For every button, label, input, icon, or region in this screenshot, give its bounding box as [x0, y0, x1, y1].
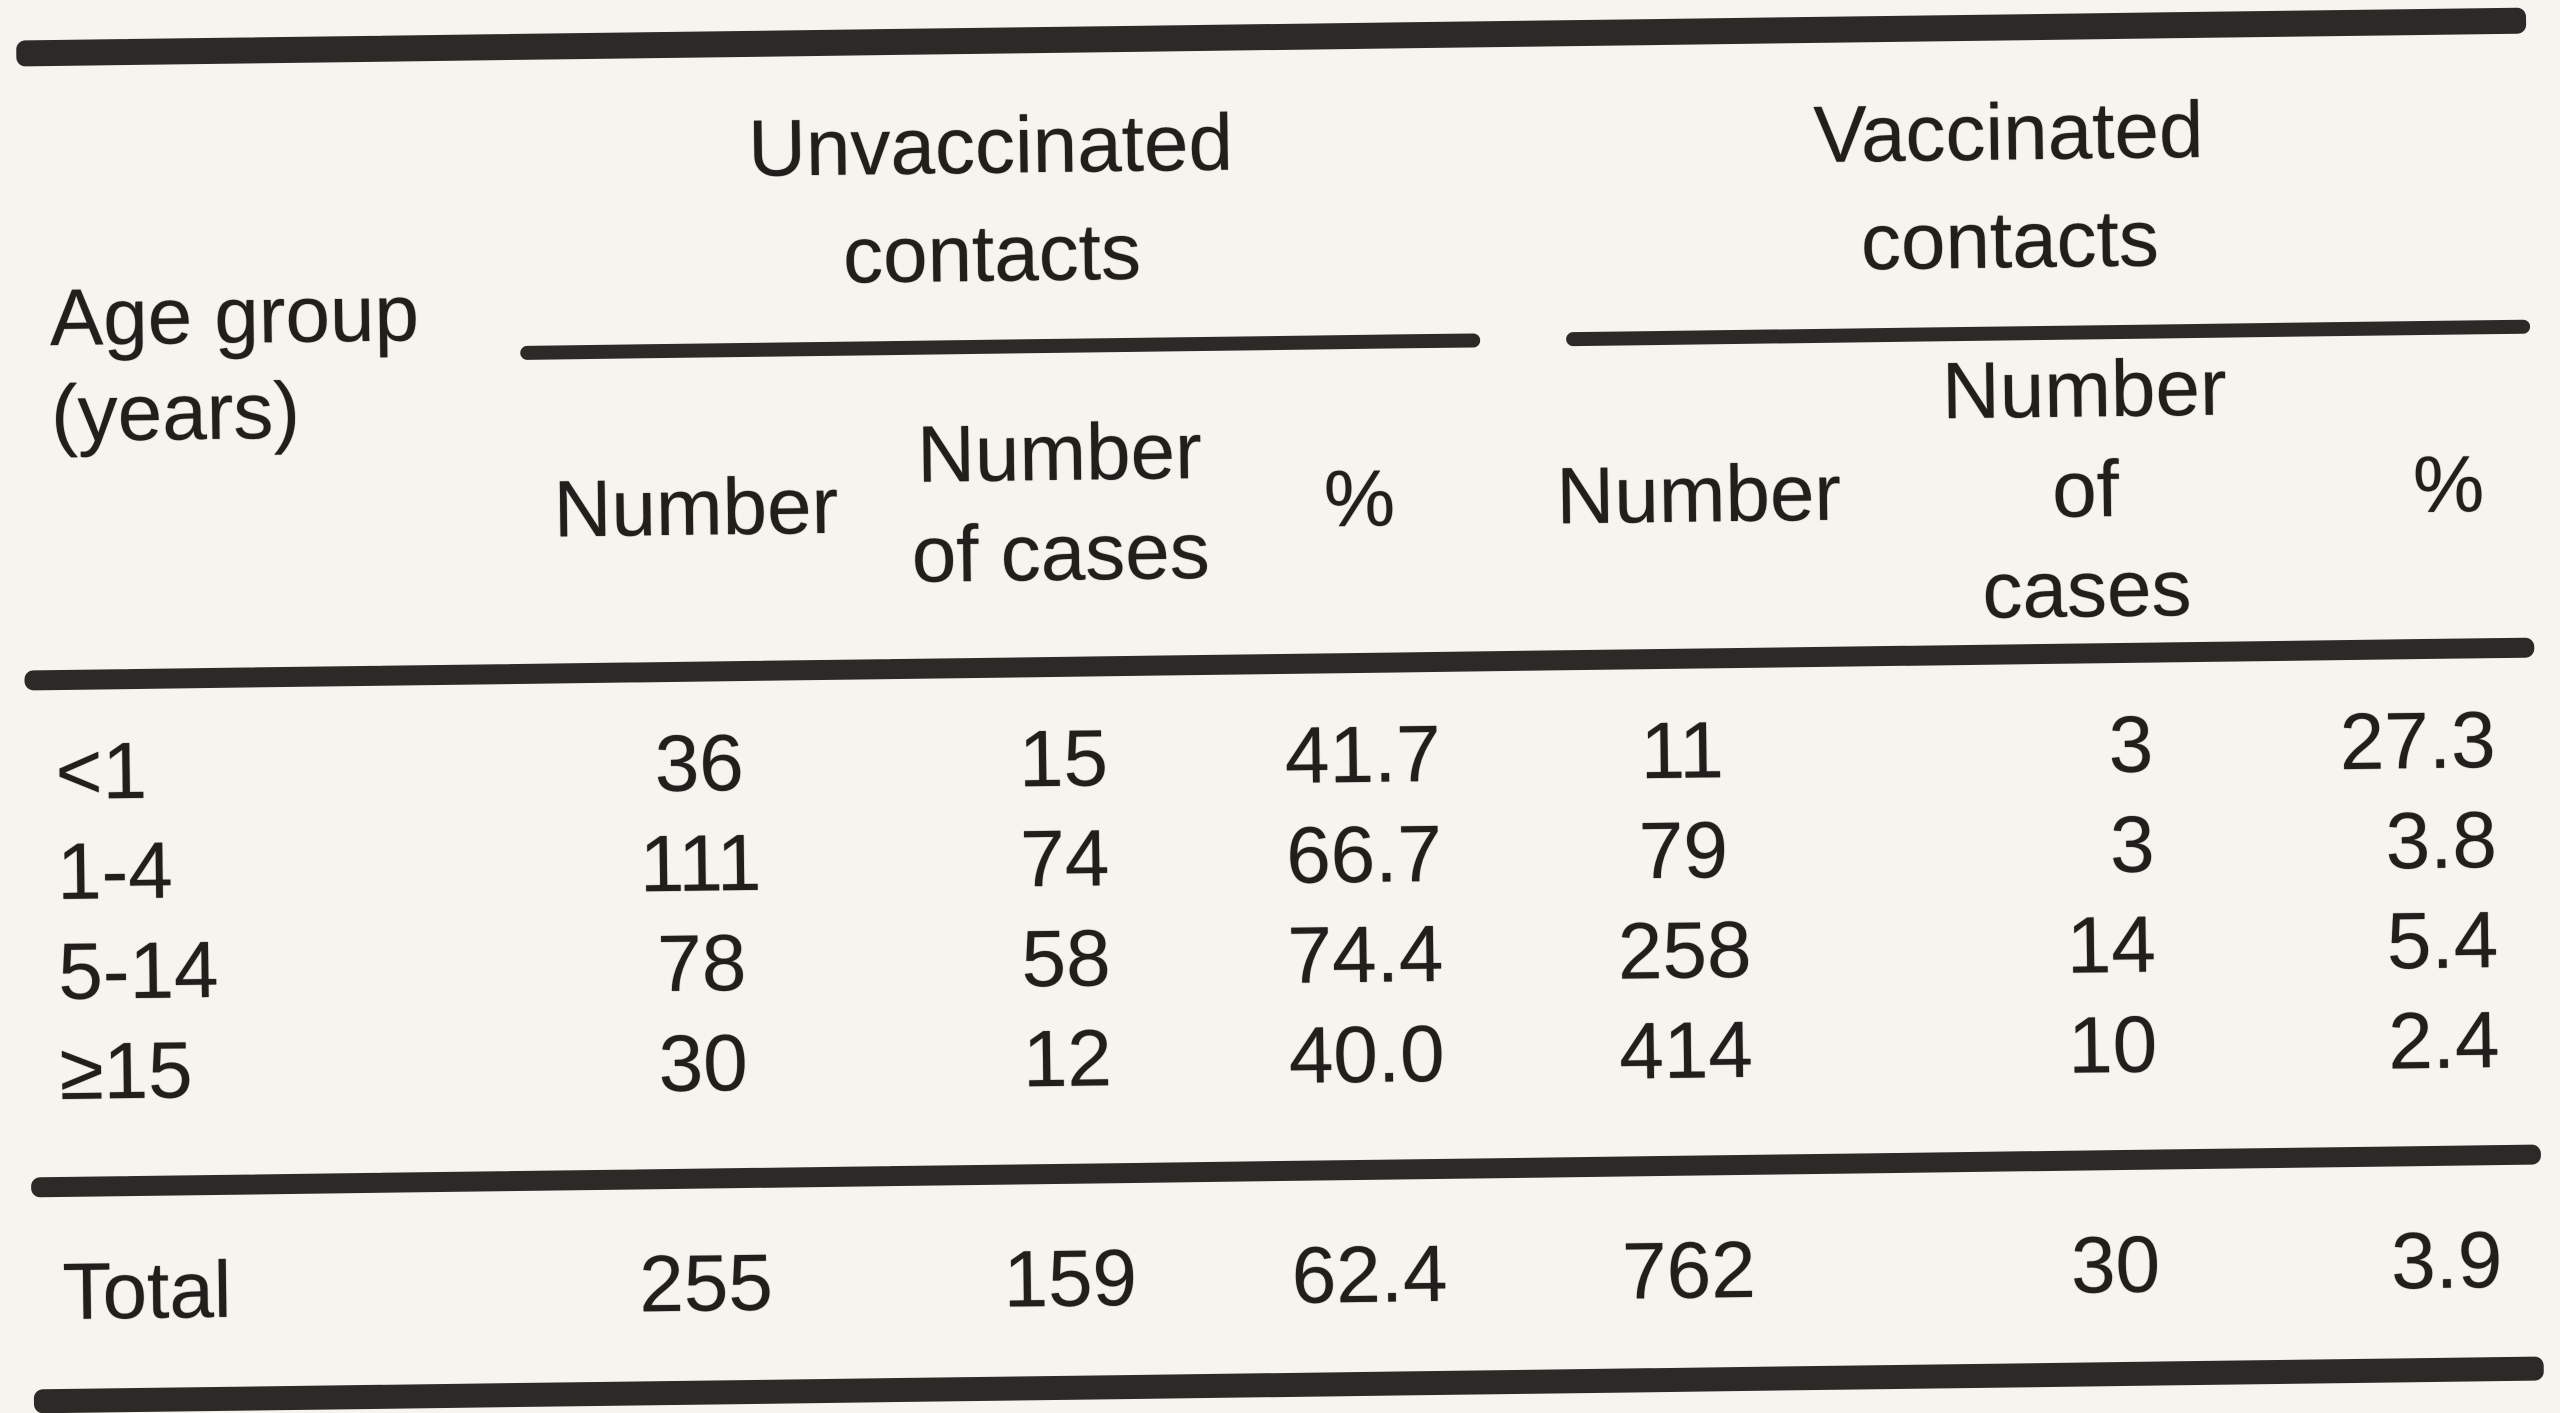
- vaccinated-number-cell: 11: [1639, 705, 1725, 796]
- unvaccinated-cases-cell: 74: [1019, 813, 1110, 904]
- vaccinated-cases-header: [1861, 338, 2229, 643]
- total-vaccinated-number-cell: 762: [1621, 1224, 1757, 1316]
- vaccinated-number-cell: 79: [1638, 805, 1729, 896]
- unvaccinated-cases-header-line2: of cases: [911, 505, 1211, 599]
- vaccinated-contacts-group-header: [1488, 34, 2530, 348]
- unvaccinated-number-header: [494, 355, 897, 660]
- total-unvaccinated-percent-cell: 62.4: [1291, 1228, 1448, 1320]
- unvaccinated-number-cell: 36: [654, 718, 745, 809]
- vaccinated-percent-header-text: %: [2412, 439, 2485, 530]
- total-vaccinated-percent-cell: 3.9: [2390, 1215, 2503, 1306]
- unvaccinated-cases-cell: 15: [1018, 713, 1109, 804]
- unvaccinated-cases-cell: 58: [1020, 913, 1112, 1004]
- vaccinated-cases-cell: 3: [2109, 799, 2156, 890]
- unvaccinated-contacts-label-line2: contacts: [842, 206, 1142, 300]
- unvaccinated-percent-cell: 41.7: [1284, 708, 1442, 800]
- unvaccinated-number-cell: 78: [656, 918, 747, 1009]
- age-group-cell: 1-4: [56, 825, 174, 917]
- unvaccinated-percent-header: [1223, 347, 1496, 651]
- unvaccinated-contacts-group-header: [490, 47, 1492, 360]
- age-group-cell: ≥15: [59, 1025, 194, 1117]
- vaccinated-contacts-label-line1: Vaccinated: [1812, 84, 2204, 179]
- vaccinated-number-cell: 414: [1618, 1004, 1754, 1096]
- age-group-header-line2: (years): [50, 365, 301, 459]
- vaccinated-percent-cell: 2.4: [2387, 995, 2500, 1086]
- age-group-header-line1: Age group: [49, 268, 420, 363]
- unvaccinated-cases-cell: 12: [1022, 1013, 1113, 1104]
- age-group-stub-header: [16, 60, 498, 666]
- vaccinated-percent-header: [2226, 334, 2534, 638]
- total-unvaccinated-cases-cell: 159: [1002, 1232, 1138, 1324]
- vaccinated-percent-cell: 27.3: [2339, 695, 2497, 787]
- unvaccinated-percent-cell: 66.7: [1285, 808, 1443, 900]
- attack-rate-table: [16, 8, 2544, 1413]
- vaccinated-cases-cell: 10: [2067, 999, 2158, 1090]
- vaccinated-percent-cell: 3.8: [2385, 795, 2498, 886]
- vaccinated-number-cell: 258: [1617, 904, 1752, 996]
- unvaccinated-contacts-label-line1: Unvaccinated: [747, 97, 1234, 193]
- unvaccinated-percent-cell: 74.4: [1286, 908, 1444, 1000]
- vaccinated-contacts-label-line2: contacts: [1860, 193, 2160, 287]
- unvaccinated-cases-header: [893, 351, 1226, 655]
- total-vaccinated-cases-cell: 30: [2070, 1219, 2161, 1310]
- unvaccinated-percent-cell: 40.0: [1288, 1008, 1446, 1100]
- total-unvaccinated-number-cell: 255: [638, 1237, 774, 1329]
- vaccinated-contacts-label: [1489, 72, 2530, 302]
- unvaccinated-number-header-text: Number: [553, 460, 839, 554]
- vaccinated-cases-cell: 3: [2108, 699, 2154, 790]
- unvaccinated-number-cell: 30: [658, 1018, 749, 1109]
- unvaccinated-cases-header-line1: Number: [916, 406, 1203, 499]
- age-group-cell: <1: [55, 725, 148, 817]
- vaccinated-number-header: [1492, 342, 1865, 647]
- age-group-cell: 5-14: [57, 924, 220, 1017]
- unvaccinated-number-cell: 111: [639, 817, 762, 909]
- total-label-cell: Total: [61, 1244, 233, 1336]
- scanned-table-sheet: [16, 8, 2544, 1413]
- vaccinated-cases-cell: 14: [2066, 899, 2157, 990]
- vaccinated-percent-cell: 5.4: [2386, 895, 2499, 986]
- vaccinated-cases-header-line1: Number: [1941, 342, 2228, 436]
- vaccinated-cases-header-line2: of cases: [1981, 444, 2192, 635]
- vaccinated-number-header-text: Number: [1555, 447, 1842, 541]
- unvaccinated-percent-header-text: %: [1323, 453, 1396, 544]
- unvaccinated-contacts-label: [491, 85, 1492, 314]
